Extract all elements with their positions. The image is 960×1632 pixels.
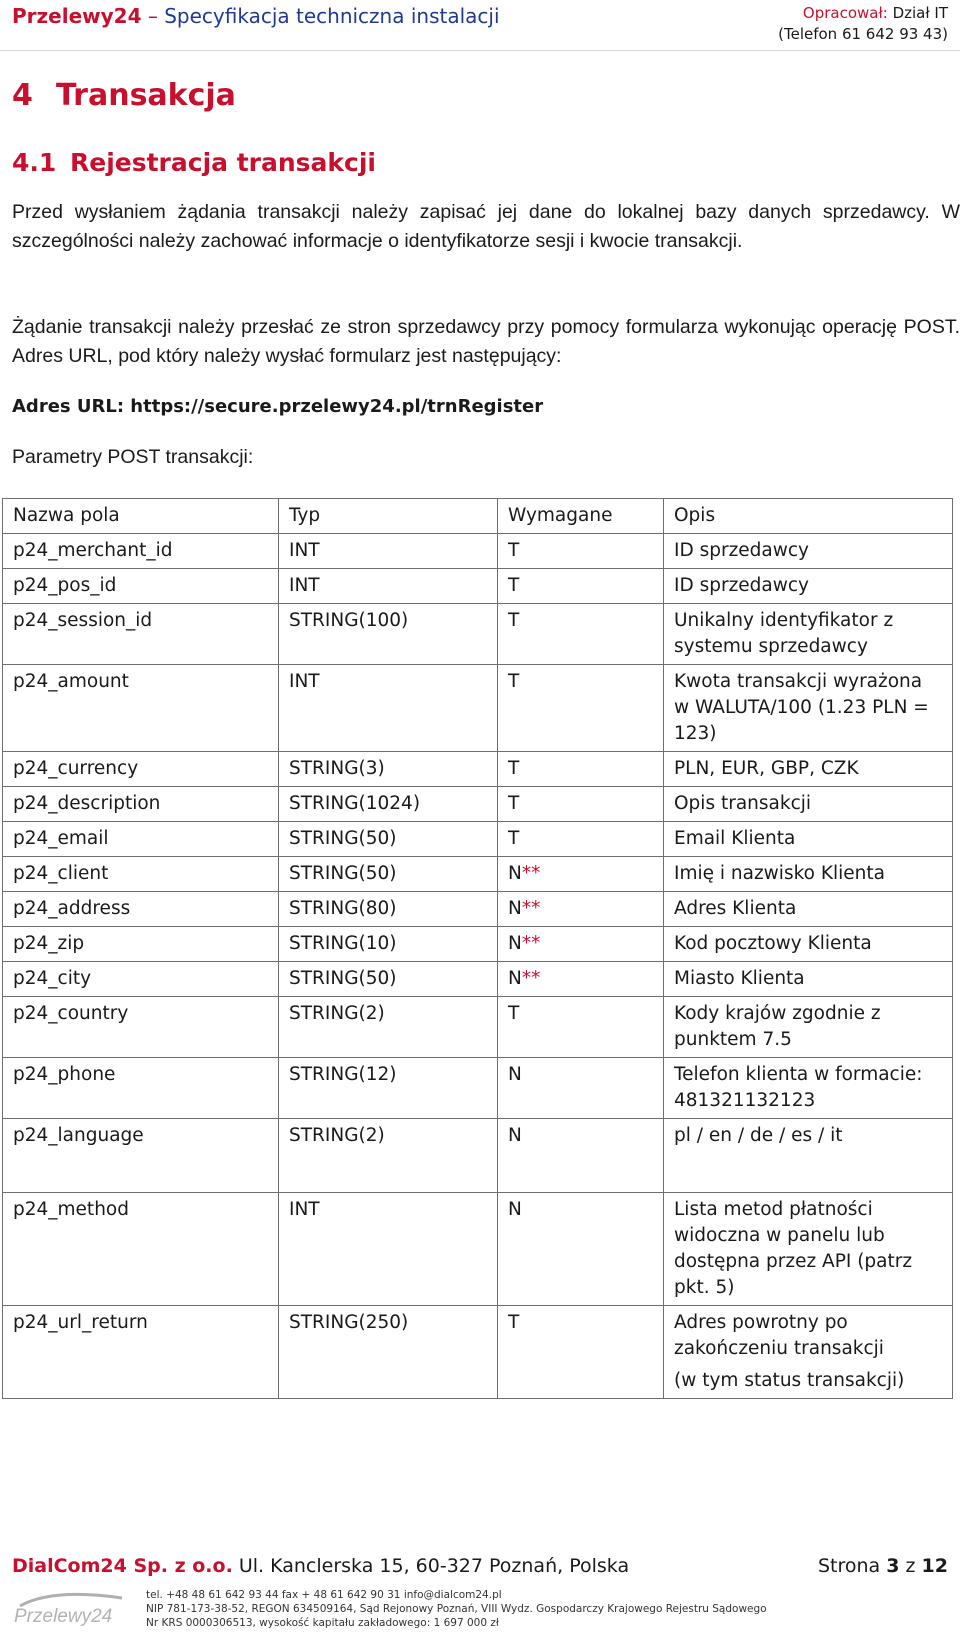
table-row [3, 752, 953, 787]
param-type-cell: STRING(50) [279, 857, 498, 892]
param-name-cell: p24_client [3, 857, 279, 892]
param-type-cell: STRING(80) [279, 892, 498, 927]
page-current: 3 [886, 1555, 900, 1577]
param-required-cell [498, 927, 664, 962]
section-title: Transakcja [56, 78, 236, 113]
param-type-cell: INT [279, 665, 498, 752]
table-row [3, 569, 953, 604]
header-separator: – [147, 4, 158, 28]
param-required-cell [498, 534, 664, 569]
header-cell: Nazwa pola [3, 499, 279, 534]
param-description-cell [664, 1306, 953, 1399]
param-name-cell: p24_zip [3, 927, 279, 962]
param-description-cell [664, 1058, 953, 1119]
param-name-cell: p24_pos_id [3, 569, 279, 604]
param-name-cell: p24_session_id [3, 604, 279, 665]
param-description: PLN, EUR, GBP, CZK [674, 758, 859, 779]
table-row [3, 1119, 953, 1193]
table-row [3, 892, 953, 927]
param-required-cell [498, 1058, 664, 1119]
param-required-cell [498, 569, 664, 604]
document-subtitle: Specyfikacja techniczna instalacji [164, 4, 500, 28]
required-flag: N [508, 933, 522, 954]
required-flag: T [508, 1003, 520, 1024]
param-type-cell: STRING(100) [279, 604, 498, 665]
required-flag: N [508, 1125, 522, 1146]
param-type-cell: INT [279, 569, 498, 604]
header-divider [0, 50, 960, 51]
table-row [3, 787, 953, 822]
required-flag: N [508, 1199, 522, 1220]
param-description: pl / en / de / es / it [674, 1125, 843, 1146]
param-name-cell: p24_address [3, 892, 279, 927]
required-flag: T [508, 758, 520, 779]
param-type-cell: STRING(250) [279, 1306, 498, 1399]
param-description-cell [664, 927, 953, 962]
footer-address-line [12, 1555, 629, 1577]
required-flag: T [508, 1312, 520, 1333]
param-name-cell: p24_description [3, 787, 279, 822]
prepared-by [778, 3, 948, 24]
param-required-cell [498, 892, 664, 927]
brand-name: Przelewy24 [12, 4, 142, 28]
param-type-cell: STRING(2) [279, 1119, 498, 1193]
param-required-cell [498, 962, 664, 997]
required-flag: T [508, 575, 520, 596]
param-description: Adres Klienta [674, 898, 797, 919]
param-description-cell [664, 752, 953, 787]
table-row [3, 962, 953, 997]
header-cell: Wymagane [498, 499, 664, 534]
subsection-heading [12, 148, 376, 177]
footer-company: DialCom24 Sp. z o.o. [12, 1555, 233, 1577]
param-required-cell [498, 1306, 664, 1399]
page-of: z [905, 1555, 916, 1577]
param-type-cell: STRING(2) [279, 997, 498, 1058]
table-row [3, 534, 953, 569]
param-type-cell: STRING(1024) [279, 787, 498, 822]
paragraph-post: Żądanie transakcji należy przesłać ze stron sprzedawcy przy pomocy formularza wykonując operację POST. Adres URL, pod który należy wysłać formularz jest następujący: [12, 316, 960, 367]
param-type-cell: STRING(50) [279, 962, 498, 997]
table-row [3, 1058, 953, 1119]
footer-contact: tel. +48 48 61 642 93 44 fax + 48 61 642 90 31 info@dialcom24.pl [146, 1589, 502, 1601]
required-flag: T [508, 793, 520, 814]
param-type-cell: STRING(50) [279, 822, 498, 857]
param-name-cell: p24_language [3, 1119, 279, 1193]
table-header-row [3, 499, 953, 534]
required-flag: T [508, 540, 520, 561]
header-cell: Typ [279, 499, 498, 534]
required-flag: T [508, 828, 520, 849]
table-row [3, 927, 953, 962]
register-url: Adres URL: https://secure.przelewy24.pl/trnRegister [12, 396, 544, 417]
params-label: Parametry POST transakcji: [12, 446, 254, 468]
table-row [3, 1193, 953, 1306]
prepared-value: Dział IT [892, 4, 948, 22]
required-flag: N [508, 1064, 522, 1085]
logo-text: Przelewy24 [14, 1606, 113, 1627]
param-name-cell: p24_country [3, 997, 279, 1058]
param-name-cell: p24_email [3, 822, 279, 857]
page-total: 12 [921, 1555, 948, 1577]
przelewy24-logo [12, 1588, 130, 1628]
param-description: Unikalny identyfikator z systemu sprzedawcy [674, 610, 894, 657]
param-description-cell [664, 997, 953, 1058]
param-name-cell: p24_method [3, 1193, 279, 1306]
param-description: ID sprzedawcy [674, 540, 809, 561]
required-flag: N [508, 898, 522, 919]
param-description: Miasto Klienta [674, 968, 805, 989]
param-description-cell [664, 1193, 953, 1306]
param-name-cell: p24_merchant_id [3, 534, 279, 569]
param-type-cell: STRING(12) [279, 1058, 498, 1119]
param-name-cell: p24_city [3, 962, 279, 997]
param-type-cell: STRING(3) [279, 752, 498, 787]
table-row [3, 604, 953, 665]
param-description: Adres powrotny po zakończeniu transakcji [674, 1312, 884, 1359]
required-flag: N [508, 863, 522, 884]
param-description: Kody krajów zgodnie z punktem 7.5 [674, 1003, 881, 1050]
param-required-cell [498, 997, 664, 1058]
post-params-table [2, 498, 953, 1399]
param-description: Telefon klienta w formacie: 481321132123 [674, 1064, 923, 1111]
param-description-cell [664, 604, 953, 665]
footer-address: Ul. Kanclerska 15, 60-327 Poznań, Polska [238, 1555, 630, 1577]
param-description: Kod pocztowy Klienta [674, 933, 872, 954]
required-footnote-mark: ** [521, 898, 541, 919]
subsection-title: Rejestracja transakcji [70, 148, 377, 177]
param-name-cell: p24_phone [3, 1058, 279, 1119]
param-description-note: (w tym status transakcji) [674, 1370, 905, 1391]
required-flag: T [508, 610, 520, 631]
page-indicator [818, 1555, 948, 1577]
param-required-cell [498, 604, 664, 665]
param-description-cell [664, 787, 953, 822]
param-description: Opis transakcji [674, 793, 812, 814]
param-required-cell [498, 822, 664, 857]
header-cell: Opis [664, 499, 953, 534]
param-required-cell [498, 752, 664, 787]
table-row [3, 665, 953, 752]
header-title [12, 4, 500, 28]
header-meta [778, 3, 948, 45]
param-description-cell [664, 1119, 953, 1193]
footer-legal [146, 1588, 767, 1630]
table-row [3, 857, 953, 892]
table-row [3, 822, 953, 857]
page-word: Strona [817, 1555, 881, 1577]
footer-registry: NIP 781-173-38-52, REGON 634509164, Sąd Rejonowy Poznań, VIII Wydz. Gospodarczy Krajowego Rejestru Sądowego [146, 1603, 767, 1615]
section-heading [12, 78, 236, 113]
param-description-cell [664, 822, 953, 857]
param-required-cell [498, 1193, 664, 1306]
required-footnote-mark: ** [521, 863, 541, 884]
param-description: Lista metod płatności widoczna w panelu lub dostępna przez API (patrz pkt. 5) [674, 1199, 913, 1298]
param-name-cell: p24_url_return [3, 1306, 279, 1399]
required-flag: T [508, 671, 520, 692]
param-description-cell [664, 569, 953, 604]
prepared-label: Opracował: [802, 4, 888, 22]
param-description: Kwota transakcji wyrażona w WALUTA/100 (1.23 PLN = 123) [674, 671, 929, 744]
param-description: ID sprzedawcy [674, 575, 809, 596]
param-type-cell: INT [279, 534, 498, 569]
param-description-cell [664, 892, 953, 927]
param-description: Imię i nazwisko Klienta [674, 863, 885, 884]
param-name-cell: p24_currency [3, 752, 279, 787]
param-name-cell: p24_amount [3, 665, 279, 752]
footer-krs: Nr KRS 0000306513, wysokość kapitału zakładowego: 1 697 000 zł [146, 1617, 499, 1629]
required-flag: N [508, 968, 522, 989]
table-row [3, 997, 953, 1058]
param-required-cell [498, 787, 664, 822]
param-description: Email Klienta [674, 828, 796, 849]
required-footnote-mark: ** [521, 933, 541, 954]
param-required-cell [498, 1119, 664, 1193]
section-number: 4 [12, 78, 33, 113]
required-footnote-mark: ** [521, 968, 541, 989]
param-description-cell [664, 534, 953, 569]
param-description-cell [664, 962, 953, 997]
paragraph-intro: Przed wysłaniem żądania transakcji należy zapisać jej dane do lokalnej bazy danych sprzedawcy. W szczególności należy zachować informacje o identyfikatorze sesji i kwocie transakcji. [12, 201, 960, 252]
param-type-cell: INT [279, 1193, 498, 1306]
param-type-cell: STRING(10) [279, 927, 498, 962]
param-required-cell [498, 857, 664, 892]
param-required-cell [498, 665, 664, 752]
param-description-cell [664, 857, 953, 892]
param-description-cell [664, 665, 953, 752]
header-phone: (Telefon 61 642 93 43) [778, 25, 948, 43]
subsection-number: 4.1 [12, 148, 57, 177]
table-row [3, 1306, 953, 1399]
